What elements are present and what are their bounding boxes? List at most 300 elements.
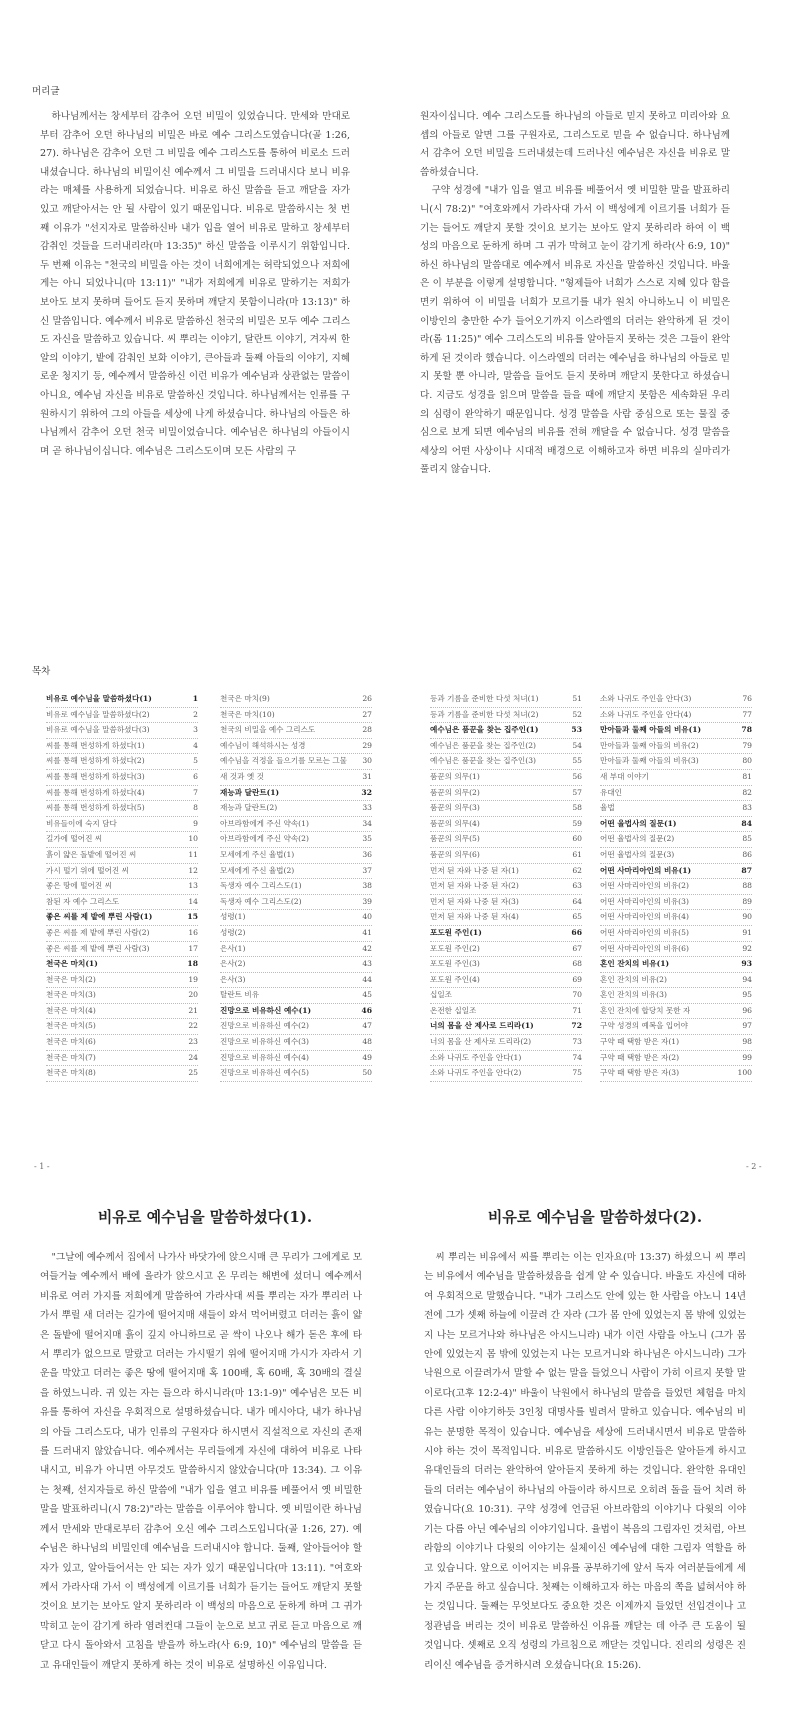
- toc-entry-page: 10: [188, 834, 198, 844]
- toc-entry-page: 18: [187, 959, 198, 969]
- toc-entry-page: 62: [572, 865, 582, 875]
- toc-entry: [220, 926, 372, 942]
- toc-entry-page: 19: [188, 974, 198, 984]
- toc-entry-page: 35: [362, 834, 372, 844]
- toc-entry-page: 50: [362, 1068, 372, 1078]
- toc-entry: [46, 817, 198, 833]
- toc-entry: [220, 988, 372, 1004]
- toc-entry-title: 길가에 떨어진 씨: [46, 834, 103, 844]
- toc-entry-title: 어떤 율법사의 질문(3): [600, 849, 675, 859]
- toc-entry-page: 60: [572, 834, 582, 844]
- toc-entry-title: 품꾼의 의무(2): [430, 787, 480, 797]
- toc-entry-page: 79: [742, 740, 752, 750]
- toc-entry-page: 80: [742, 756, 752, 766]
- toc-entry-title: 구약 성경의 예복을 입어야: [600, 1021, 688, 1031]
- toc-entry-page: 67: [572, 943, 582, 953]
- toc-entry: [46, 910, 198, 926]
- toc-entry: [46, 864, 198, 880]
- toc-entry-page: 94: [742, 974, 752, 984]
- toc-entry: [220, 1004, 372, 1020]
- toc-entry-title: 아브라함에게 주신 약속(2): [220, 834, 309, 844]
- preface-right-column: [420, 108, 730, 480]
- toc-spread: [0, 560, 810, 1120]
- toc-entry-title: 새 것과 옛 것: [220, 771, 264, 781]
- toc-entry-title: 씨를 통해 번성하게 하셨다(4): [46, 787, 145, 797]
- toc-entry-title: 진망으로 비유하신 예수(1): [220, 1005, 312, 1015]
- toc-entry-title: 예수님은 품꾼을 찾는 집주인(1): [430, 725, 539, 735]
- toc-entry: [430, 1066, 582, 1082]
- toc-entry-title: 예수님은 품꾼을 찾는 집주인(2): [430, 740, 537, 750]
- toc-entry: [430, 895, 582, 911]
- toc-entry-title: 진망으로 비유하신 예수(2): [220, 1021, 309, 1031]
- toc-entry: [600, 801, 752, 817]
- page-number-2: - 2 -: [746, 1162, 762, 1171]
- toc-entry-page: 17: [188, 943, 198, 953]
- toc-entry-title: 품꾼의 의무(4): [430, 818, 480, 828]
- toc-entry-title: 만아들과 둘째 아들의 비유(3): [600, 756, 699, 766]
- toc-entry: [430, 848, 582, 864]
- toc-entry-page: 48: [362, 1037, 372, 1047]
- toc-entry-page: 55: [572, 756, 582, 766]
- toc-entry-title: 혼인 잔치의 비유(3): [600, 990, 667, 1000]
- toc-entry: [430, 910, 582, 926]
- toc-entry-page: 95: [742, 990, 752, 1000]
- toc-entry-page: 21: [188, 1005, 198, 1015]
- toc-entry-page: 26: [362, 694, 372, 703]
- toc-entry-page: 44: [362, 974, 372, 984]
- toc-entry-title: 재능과 달란트(1): [220, 787, 280, 797]
- toc-entry-page: 46: [361, 1005, 372, 1015]
- toc-entry-title: 어떤 사마리아인의 비유(6): [600, 943, 689, 953]
- toc-entry-page: 33: [362, 803, 372, 813]
- toc-entry: [220, 973, 372, 989]
- toc-entry-title: 좋은 씨를 제 밭에 뿌린 사람(2): [46, 927, 150, 937]
- toc-entry-page: 64: [572, 896, 582, 906]
- toc-entry: [600, 770, 752, 786]
- toc-entry: [220, 786, 372, 802]
- toc-column-3: [430, 692, 582, 1082]
- toc-entry-page: 25: [188, 1068, 198, 1078]
- toc-entry-page: 77: [742, 709, 752, 719]
- toc-entry-title: 포도원 주인(2): [430, 943, 480, 953]
- toc-entry: [46, 723, 198, 739]
- toc-entry-title: 씨를 통해 번성하게 하셨다(3): [46, 771, 145, 781]
- preface-right-text-2: 구약 성경에 "내가 입을 열고 비유를 베풀어서 옛 비밀한 말을 발표하리니(시 78:2)" "여호와께서 가라사대 가서 이 백성에게 이르기를 너희가 듣기는 들어도 깨닫지 못할 것이요 보기는 보아도 알지 못하리라 하여 이 백성의 마음으로 둔하게 하며 그 귀가 막혀고 눈이 감기게 하라(사 6:9, 10)" 하신 하나님의 말씀대로 예수께서 비유로 자신을 말씀하신 것입니다. 바울은 이 부분을 이렇게 설명합니다. "형제들아 너희가 스스로 지혜 있다 함을 면키 위하여 이 비밀을 너희가 모르기를 내가 원치 아니하노니 이 비밀은 이방인의 충만한 수가 들어오기까지 이스라엘의 더러는 완악하게 된 것이라(롬 11:25)" 예수 그리스도의 비유를 알아듣지 못하는 것은 그들이 완악하게 된 것이라 했습니다. 이스라엘의 더러는 예수님을 하나님의 아들로 믿지 못할 뿐 아니라, 말씀을 들어도 듣지 못하며 깨닫지 못한다고 하셨습니다. 지금도 성경을 읽으며 말씀을 들을 때에 깨닫지 못함은 세속화된 우리의 심령이 완악하기 때문입니다. 성경 말씀을 사람 중심으로 또는 물질 중심으로 보게 되면 예수님의 비유를 전혀 깨달을 수 없습니다. 성경 말씀을 세상의 어떤 사상이나 시대적 배경으로 이해하고자 하면 비유의 실마리가 풀리지 않습니다.: [420, 185, 730, 476]
- toc-entry-page: 92: [742, 943, 752, 953]
- toc-entry-page: 53: [571, 725, 582, 735]
- toc-entry: [430, 973, 582, 989]
- toc-entry-page: 40: [362, 912, 372, 922]
- toc-entry: [46, 895, 198, 911]
- toc-entry: [220, 1051, 372, 1067]
- toc-entry-page: 98: [742, 1037, 752, 1047]
- toc-entry-title: 독생자 예수 그리스도(2): [220, 896, 302, 906]
- toc-entry: [46, 879, 198, 895]
- toc-column-2: [220, 692, 372, 1082]
- toc-entry: [430, 801, 582, 817]
- toc-entry-page: 93: [741, 959, 752, 969]
- toc-entry-page: 85: [742, 834, 752, 844]
- toc-entry-page: 76: [742, 694, 752, 703]
- toc-entry-page: 1: [192, 694, 198, 703]
- toc-entry-page: 70: [572, 990, 582, 1000]
- toc-entry-title: 독생자 예수 그리스도(1): [220, 881, 302, 891]
- toc-entry: [220, 879, 372, 895]
- toc-label: 목차: [32, 666, 51, 677]
- toc-entry-title: 씨를 통해 번성하게 하셨다(5): [46, 803, 145, 813]
- toc-entry-title: 진망으로 비유하신 예수(3): [220, 1037, 309, 1047]
- toc-entry: [600, 988, 752, 1004]
- toc-entry-title: 좋은 씨를 제 밭에 뿌린 사람(3): [46, 943, 150, 953]
- toc-entry-page: 43: [362, 959, 372, 969]
- toc-entry: [46, 926, 198, 942]
- toc-entry: [600, 895, 752, 911]
- toc-entry-title: 진망으로 비유하신 예수(4): [220, 1052, 309, 1062]
- chapter-2-title: 비유로 예수님을 말씀하셨다(2).: [487, 1208, 703, 1226]
- toc-entry-page: 8: [193, 803, 198, 813]
- toc-entry-page: 13: [188, 881, 198, 891]
- toc-entry-page: 86: [742, 849, 752, 859]
- toc-entry-page: 30: [362, 756, 372, 766]
- toc-entry-title: 씨를 통해 번성하게 하셨다(2): [46, 756, 145, 766]
- toc-entry-title: 등과 기름을 준비한 다섯 처녀(1): [430, 694, 539, 703]
- toc-entry: [600, 848, 752, 864]
- toc-entry-title: 소와 나귀도 주인을 안다(3): [600, 694, 692, 703]
- toc-entry: [46, 1066, 198, 1082]
- toc-entry-page: 2: [193, 709, 198, 719]
- toc-entry-page: 32: [361, 787, 372, 797]
- toc-entry-page: 36: [362, 849, 372, 859]
- toc-entry: [430, 832, 582, 848]
- toc-entry: [430, 1019, 582, 1035]
- toc-entry: [430, 817, 582, 833]
- toc-entry-page: 56: [572, 771, 582, 781]
- toc-entry: [600, 910, 752, 926]
- toc-entry: [430, 739, 582, 755]
- page-number-1: - 1 -: [34, 1162, 50, 1171]
- toc-entry-page: 91: [742, 927, 752, 937]
- toc-entry-title: 먼저 된 자와 나중 된 자(1): [430, 865, 519, 875]
- chapter-1-title: 비유로 예수님을 말씀하셨다(1).: [97, 1208, 313, 1226]
- toc-entry-title: 모세에게 주신 율법(1): [220, 849, 295, 859]
- toc-entry-title: 소와 나귀도 주인을 안다(4): [600, 709, 692, 719]
- toc-entry: [600, 942, 752, 958]
- toc-entry-title: 예수님이 해석하시는 성경: [220, 740, 306, 750]
- toc-entry: [46, 754, 198, 770]
- toc-entry: [600, 957, 752, 973]
- toc-entry: [46, 770, 198, 786]
- toc-entry-title: 포도원 주인(4): [430, 974, 480, 984]
- toc-entry-page: 71: [572, 1005, 582, 1015]
- toc-entry-page: 22: [188, 1021, 198, 1031]
- toc-entry-title: 혼인 잔치의 비유(1): [600, 959, 670, 969]
- toc-entry-title: 소와 나귀도 주인을 안다(1): [430, 1052, 522, 1062]
- toc-entry-title: 새 부대 이야기: [600, 771, 649, 781]
- toc-entry-title: 비유들이에 숙지 담다: [46, 818, 117, 828]
- toc-entry-title: 어떤 사마리아인의 비유(4): [600, 912, 689, 922]
- toc-entry-title: 천국은 마치(8): [46, 1068, 96, 1078]
- toc-entry-title: 포도원 주인(3): [430, 959, 480, 969]
- toc-entry-page: 12: [188, 865, 198, 875]
- toc-entry-page: 16: [188, 927, 198, 937]
- toc-entry-page: 37: [362, 865, 372, 875]
- toc-entry-title: 혼인 잔치에 합당치 못한 자: [600, 1005, 691, 1015]
- toc-entry: [46, 692, 198, 708]
- toc-entry-page: 39: [362, 896, 372, 906]
- toc-entry: [430, 1051, 582, 1067]
- toc-entry: [220, 1019, 372, 1035]
- toc-entry-title: 천국은 마치(6): [46, 1037, 96, 1047]
- toc-entry-page: 75: [572, 1068, 582, 1078]
- toc-entry-page: 66: [571, 927, 582, 937]
- toc-entry: [430, 692, 582, 708]
- toc-entry: [220, 957, 372, 973]
- toc-entry-page: 5: [193, 756, 198, 766]
- toc-entry-page: 72: [571, 1021, 582, 1031]
- toc-entry-title: 성령(2): [220, 927, 246, 937]
- toc-entry: [600, 723, 752, 739]
- toc-entry: [46, 1051, 198, 1067]
- toc-entry-title: 은사(1): [220, 943, 246, 953]
- toc-entry: [220, 770, 372, 786]
- toc-entry-title: 소와 나귀도 주인을 안다(2): [430, 1068, 522, 1078]
- toc-entry: [220, 910, 372, 926]
- toc-entry-title: 탈란트 비유: [220, 990, 260, 1000]
- preface-label: 머리글: [32, 86, 60, 97]
- toc-entry-title: 천국은 마치(2): [46, 974, 96, 984]
- toc-entry: [600, 864, 752, 880]
- chapter-1-text: "그날에 예수께서 집에서 나가사 바닷가에 앉으시매 큰 무리가 그에게로 모여들거늘 예수께서 배에 올라가 앉으시고 온 무리는 해변에 섰더니 예수께서 비유로 여러 가지를 저희에게 말씀하여 가라사대 씨를 뿌리는 자가 뿌리러 나가서 뿌릴 새 더러는 길가에 떨어지매 새들이 와서 먹어버렸고 더러는 흙이 얇은 돌밭에 떨어지매 흙이 깊지 아니하므로 곧 싹이 나오나 해가 돋은 후에 타서 뿌리가 없으므로 말랐고 더러는 가시떨기 위에 떨어지매 가시가 자라서 기운을 막았고 더러는 좋은 땅에 떨어지매 혹 100배, 혹 60배, 혹 30배의 결실을 하였느니라. 귀 있는 자는 들으라 하시니라(마 13:1-9)" 예수님은 모든 비유를 통하여 자신을 우회적으로 설명하셨습니다. 내가 메시아다, 내가 하나님의 아들 그리스도다, 내가 인류의 구원자다 하시면서 직설적으로 자신의 존재를 드러내지 않았습니다. 예수께서는 무리들에게 자신에 대하여 비유로 나타내시고, 비유가 아니면 아무것도 말씀하시지 않았습니다(마 13:34). 그 이유는 첫째, 선지자들로 하신 말씀에 "내가 입을 열고 비유를 베풀어서 옛 비밀한 말을 발표하리니(시 78:2)"라는 말씀을 이루어야 합니다. 옛 비밀이란 하나님께서 만세와 만대로부터 감추어 오신 예수 그리스도입니다(골 1:26, 27). 예수님은 하나님의 비밀인데 예수님을 드러내시야 합니다. 둘째, 알아들어야 할 자가 있고, 알아들어서는 안 되는 자가 있기 때문입니다(마 13:11). "여호와께서 가라사대 가서 이 백성에게 이르기를 너희가 듣기는 들어도 깨닫지 못할 것이요 보기는 보아도 알지 못하리라 이 백성의 마음으로 둔하게 하며 그 귀가 막히고 눈이 감기게 하라 염려컨대 그들이 눈으로 보고 귀로 듣고 마음으로 깨닫고 다시 돌아와서 고침을 받을까 하노라(사 6:9, 10)" 예수님의 말씀을 듣고 유대인들이 깨닫지 못하게 하는 것이 비유로 설명하신 이유입니다.: [40, 1252, 362, 1671]
- toc-entry-title: 성령(1): [220, 912, 246, 922]
- toc-entry: [220, 1066, 372, 1082]
- toc-entry: [600, 1004, 752, 1020]
- toc-entry-page: 83: [742, 803, 752, 813]
- toc-entry: [600, 1019, 752, 1035]
- toc-entry-page: 27: [362, 709, 372, 719]
- toc-entry-title: 어떤 사마리아인의 비유(1): [600, 865, 692, 875]
- toc-entry-title: 예수님을 걱정을 들으기를 모르는 그물: [220, 756, 348, 766]
- toc-entry-title: 어떤 율법사의 질문(1): [600, 818, 677, 828]
- toc-entry: [600, 973, 752, 989]
- toc-entry-title: 가시 떨기 위에 떨어진 씨: [46, 865, 130, 875]
- toc-entry-title: 천국의 비밀을 예수 그리스도: [220, 725, 316, 735]
- toc-entry-page: 24: [188, 1052, 198, 1062]
- toc-entry: [220, 692, 372, 708]
- toc-entry: [220, 864, 372, 880]
- toc-entry-title: 은사(3): [220, 974, 246, 984]
- toc-entry-title: 등과 기름을 준비한 다섯 처녀(2): [430, 709, 539, 719]
- toc-entry: [430, 957, 582, 973]
- toc-entry-page: 3: [193, 725, 198, 735]
- toc-entry: [46, 1019, 198, 1035]
- preface-right-text-1: 원자이십니다. 예수 그리스도를 하나님의 아들로 믿지 못하고 미리아와 요셉의 아들로 알면 그를 구원자로, 그리스도로 믿을 수 없습니다. 하나님께서 감추어 오던 비밀을 드러내셨는데 드러나신 예수님은 자신을 비유로 말씀하셨습니다.: [420, 111, 730, 178]
- toc-entry-page: 90: [742, 912, 752, 922]
- toc-entry: [46, 739, 198, 755]
- toc-column-1: [46, 692, 198, 1082]
- toc-entry-page: 54: [572, 740, 582, 750]
- toc-entry: [220, 1035, 372, 1051]
- toc-entry: [600, 708, 752, 724]
- toc-entry: [46, 708, 198, 724]
- toc-entry: [430, 786, 582, 802]
- toc-entry-page: 100: [737, 1068, 752, 1078]
- toc-entry-title: 만아들과 둘째 아들의 비유(2): [600, 740, 699, 750]
- toc-entry-title: 품꾼의 의무(3): [430, 803, 480, 813]
- toc-entry-page: 84: [741, 818, 752, 828]
- toc-entry-page: 57: [572, 787, 582, 797]
- toc-entry: [220, 801, 372, 817]
- toc-entry-title: 재능과 달란트(2): [220, 803, 278, 813]
- toc-entry-page: 88: [742, 881, 752, 891]
- toc-column-4: [600, 692, 752, 1082]
- toc-entry-title: 구약 때 택함 받은 자(1): [600, 1037, 680, 1047]
- toc-entry-page: 81: [742, 771, 752, 781]
- toc-entry-title: 천국은 마치(1): [46, 959, 98, 969]
- toc-entry-title: 은사(2): [220, 959, 246, 969]
- toc-entry-page: 49: [362, 1052, 372, 1062]
- toc-entry-title: 먼저 된 자와 나중 된 자(3): [430, 896, 519, 906]
- toc-entry-page: 97: [742, 1021, 752, 1031]
- toc-entry: [46, 801, 198, 817]
- toc-entry-page: 78: [741, 725, 752, 735]
- toc-entry: [600, 754, 752, 770]
- toc-entry-page: 6: [193, 771, 198, 781]
- toc-entry-page: 52: [572, 709, 582, 719]
- toc-entry: [600, 786, 752, 802]
- toc-entry-title: 씨를 통해 번성하게 하셨다(1): [46, 740, 145, 750]
- toc-entry: [46, 786, 198, 802]
- toc-entry-title: 어떤 사마리아인의 비유(5): [600, 927, 689, 937]
- toc-entry-title: 모세에게 주신 율법(2): [220, 865, 295, 875]
- toc-entry-title: 비유로 예수님을 말씀하셨다(3): [46, 725, 150, 735]
- toc-entry-title: 온전한 십일조: [430, 1005, 477, 1015]
- toc-entry-page: 59: [572, 818, 582, 828]
- toc-entry: [430, 1004, 582, 1020]
- toc-entry: [600, 1051, 752, 1067]
- toc-entry-title: 어떤 사마리아인의 비유(2): [600, 881, 689, 891]
- toc-entry: [220, 832, 372, 848]
- toc-entry: [46, 988, 198, 1004]
- toc-entry: [220, 817, 372, 833]
- toc-entry: [430, 988, 582, 1004]
- toc-entry-title: 어떤 율법사의 질문(2): [600, 834, 675, 844]
- toc-entry-page: 28: [362, 725, 372, 735]
- preface-left-column: [40, 108, 350, 461]
- toc-entry-title: 천국은 마치(3): [46, 990, 96, 1000]
- toc-entry: [430, 1035, 582, 1051]
- toc-entry-title: 천국은 마치(9): [220, 694, 270, 703]
- preface-spread: [0, 0, 810, 560]
- toc-entry-page: 20: [188, 990, 198, 1000]
- toc-entry-title: 혼인 잔치의 비유(2): [600, 974, 667, 984]
- toc-entry-page: 87: [741, 865, 752, 875]
- toc-entry: [46, 1004, 198, 1020]
- toc-entry-page: 31: [362, 771, 372, 781]
- toc-entry-page: 14: [188, 896, 198, 906]
- toc-entry-page: 11: [188, 849, 198, 859]
- toc-entry: [46, 957, 198, 973]
- toc-entry-title: 먼저 된 자와 나중 된 자(2): [430, 881, 519, 891]
- toc-entry-page: 9: [193, 818, 198, 828]
- toc-entry-title: 어떤 사마리아인의 비유(3): [600, 896, 689, 906]
- toc-entry-title: 품꾼의 의무(1): [430, 771, 480, 781]
- toc-entry-page: 15: [187, 912, 198, 922]
- toc-entry: [430, 754, 582, 770]
- toc-entry-page: 82: [742, 787, 752, 797]
- chapter-2-text: 씨 뿌리는 비유에서 씨를 뿌리는 이는 인자요(마 13:37) 하셨으니 씨 뿌리는 비유에서 예수님을 말씀하셨음을 쉽게 알 수 있습니다. 바울도 자신에 대하여 우회적으로 말했습니다. "내가 그리스도 안에 있는 한 사람을 아노니 14년 전에 그가 셋째 하늘에 이끌려 간 자라 (그가 몸 안에 있었는지 몸 밖에 있었는지 나는 모르거나와 하나님은 아시느니라) 내가 이런 사람을 아노니 (그가 몸 안에 있었는지 몸 밖에 있었는지 나는 모르거니와 하나님은 아시느니라) 그가 낙원으로 이끌려가서 말할 수 없는 말을 들었으니 사람이 가히 이르지 못할 말이로다(고후 12:2-4)" 바울이 낙원에서 하나님의 말씀을 들었던 체험을 마치 다른 사람 이야기하듯 3인칭 대명사를 빌려서 말하고 있습니다. 예수님의 비유는 분명한 목적이 있습니다. 예수님을 세상에 드러내시면서 비유로 말씀하시야 하는 것이 목적입니다. 비유로 말씀하시도 이방인들은 알아듣게 하시고 유대인들의 더러는 완악하여 알아듣지 못하게 하는 것입니다. 완악한 유대인들의 더러는 예수님이 하나님의 아들이라 하시므로 오히려 돌을 들어 치려 하였습니다(요 10:31). 구약 성경에 언급된 아브라함의 이야기나 다윗의 이야기는 다름 아닌 예수님의 이야기입니다. 율법이 복음의 그림자인 것처럼, 아브라함의 이야기나 다윗의 이야기는 실체이신 예수님에 대한 그림자 역할을 하고 있습니다. 앞으로 이어지는 비유를 공부하기에 앞서 독자 여러분들에게 세 가지 주문을 하고 싶습니다. 첫째는 이해하고자 하는 마음의 쪽을 넓혀서야 하는 것입니다. 둘째는 무엇보다도 중요한 것은 이제까지 들었던 선입견이나 고정관념을 버리는 것이 비유로 말씀하신 이유를 깨닫는 데 아주 큰 도움이 될 것입니다. 셋째로 오직 성령의 가르침으로 깨닫는 것입니다. 진리의 성령은 진리이신 예수님을 증거하시려 오셨습니다(요 15:26).: [424, 1252, 746, 1671]
- toc-entry-title: 먼저 된 자와 나중 된 자(4): [430, 912, 519, 922]
- toc-entry: [220, 942, 372, 958]
- toc-entry-page: 73: [572, 1037, 582, 1047]
- toc-entry-page: 89: [742, 896, 752, 906]
- toc-entry-page: 42: [362, 943, 372, 953]
- toc-entry: [430, 770, 582, 786]
- toc-entry: [600, 817, 752, 833]
- chapter-2-body: [424, 1248, 746, 1675]
- toc-entry-page: 61: [572, 849, 582, 859]
- toc-entry-title: 품꾼의 의무(5): [430, 834, 480, 844]
- toc-entry-title: 천국은 마치(4): [46, 1005, 96, 1015]
- toc-entry-title: 좋은 씨를 제 밭에 뿌린 사람(1): [46, 912, 153, 922]
- toc-entry: [220, 739, 372, 755]
- toc-entry-title: 천국은 마치(5): [46, 1021, 96, 1031]
- toc-entry-page: 45: [362, 990, 372, 1000]
- toc-entry-title: 아브라함에게 주신 약속(1): [220, 818, 309, 828]
- toc-entry-page: 23: [188, 1037, 198, 1047]
- toc-entry: [220, 754, 372, 770]
- toc-entry-page: 47: [362, 1021, 372, 1031]
- toc-entry: [600, 926, 752, 942]
- toc-entry-title: 품꾼의 의무(6): [430, 849, 480, 859]
- toc-entry: [600, 1035, 752, 1051]
- toc-entry-page: 4: [193, 740, 198, 750]
- toc-entry: [46, 1035, 198, 1051]
- chapter-spread: [0, 1160, 810, 1724]
- toc-entry-title: 포도원 주인(1): [430, 927, 482, 937]
- toc-entry-page: 51: [572, 694, 582, 703]
- toc-entry: [600, 1066, 752, 1082]
- toc-entry-page: 96: [742, 1005, 752, 1015]
- toc-entry-page: 7: [193, 787, 198, 797]
- toc-entry-title: 만아들과 둘째 아들의 비유(1): [600, 725, 702, 735]
- toc-entry: [430, 708, 582, 724]
- toc-entry-title: 천국은 마치(7): [46, 1052, 96, 1062]
- toc-entry-title: 천국은 마치(10): [220, 709, 275, 719]
- toc-entry: [430, 942, 582, 958]
- toc-entry: [220, 895, 372, 911]
- toc-entry-title: 너의 몸을 산 제사로 드리라(1): [430, 1021, 534, 1031]
- toc-entry-title: 율법: [600, 803, 615, 813]
- toc-entry-page: 68: [572, 959, 582, 969]
- preface-left-text: 하나님께서는 창세부터 감추어 오던 비밀이 있었습니다. 만세와 만대로부터 감추어 오던 하나님의 비밀은 바로 예수 그리스도였습니다(골 1:26, 27). 하나님은 감추어 오던 그 비밀을 예수 그리스도를 통하여 비로소 드러내셨습니다. 하나님의 비밀이신 예수께서 그 비밀을 드러내시다 보니 비유라는 매체를 사용하게 되었습니다. 비유로 하신 말씀을 듣고 깨닫을 자가 있고 깨닫아서는 안 될 사람이 있기 때문입니다. 비유로 말씀하시는 첫 번째 이유가 "선지자로 말씀하신바 내가 입을 열어 비유로 말하고 창세부터 감취인 것들을 드러내리라(마 13:35)" 하신 말씀을 이루시기 위함입니다. 두 번째 이유는 "천국의 비밀을 아는 것이 너희에게는 허락되었으나 저희에게는 아니 되었나니(마 13:11)" "내가 저희에게 비유로 말하기는 저희가 보아도 보지 못하며 들어도 듣지 못하며 깨닫지 못함이니라(마 13:13)" 하신 말씀입니다. 예수께서 비유로 말씀하신 천국의 비밀은 모두 예수 그리스도 자신을 말씀하고 있습니다. 씨 뿌리는 이야기, 달란트 이야기, 겨자씨 한 알의 이야기, 밭에 감춰인 보화 이야기, 큰아들과 둘째 아들의 이야기, 지혜로운 청지기 등, 예수께서 말씀하신 이런 비유가 예수님과 상관없는 말씀이 아니요, 예수님 자신을 비유로 말씀하신 것입니다. 하나님께서는 인류를 구원하시기 위하여 그의 아들을 세상에 나게 하셨습니다. 하나님의 아들은 하나님께서 감추어 오던 천국 비밀이었습니다. 예수님은 하나님의 아들이시며 곧 하나님이십니다. 예수님은 그리스도이며 모든 사람의 구: [40, 111, 350, 457]
- toc-entry-title: 십일조: [430, 990, 453, 1000]
- toc-entry-title: 너의 몸을 산 제사로 드리라(2): [430, 1037, 532, 1047]
- toc-entry-title: 비유로 예수님을 말씀하셨다(1): [46, 694, 152, 703]
- toc-entry: [600, 692, 752, 708]
- toc-entry-title: 흙이 얇은 돌밭에 떨어진 씨: [46, 849, 137, 859]
- toc-entry-page: 41: [362, 927, 372, 937]
- toc-entry: [430, 926, 582, 942]
- chapter-1-body: [40, 1248, 362, 1675]
- toc-entry: [600, 879, 752, 895]
- toc-entry-page: 29: [362, 740, 372, 750]
- toc-entry: [220, 708, 372, 724]
- toc-entry-title: 참된 자 예수 그리스도: [46, 896, 120, 906]
- toc-entry-title: 구약 때 택함 받은 자(3): [600, 1068, 680, 1078]
- toc-entry-page: 65: [572, 912, 582, 922]
- toc-entry: [46, 942, 198, 958]
- toc-entry-page: 74: [572, 1052, 582, 1062]
